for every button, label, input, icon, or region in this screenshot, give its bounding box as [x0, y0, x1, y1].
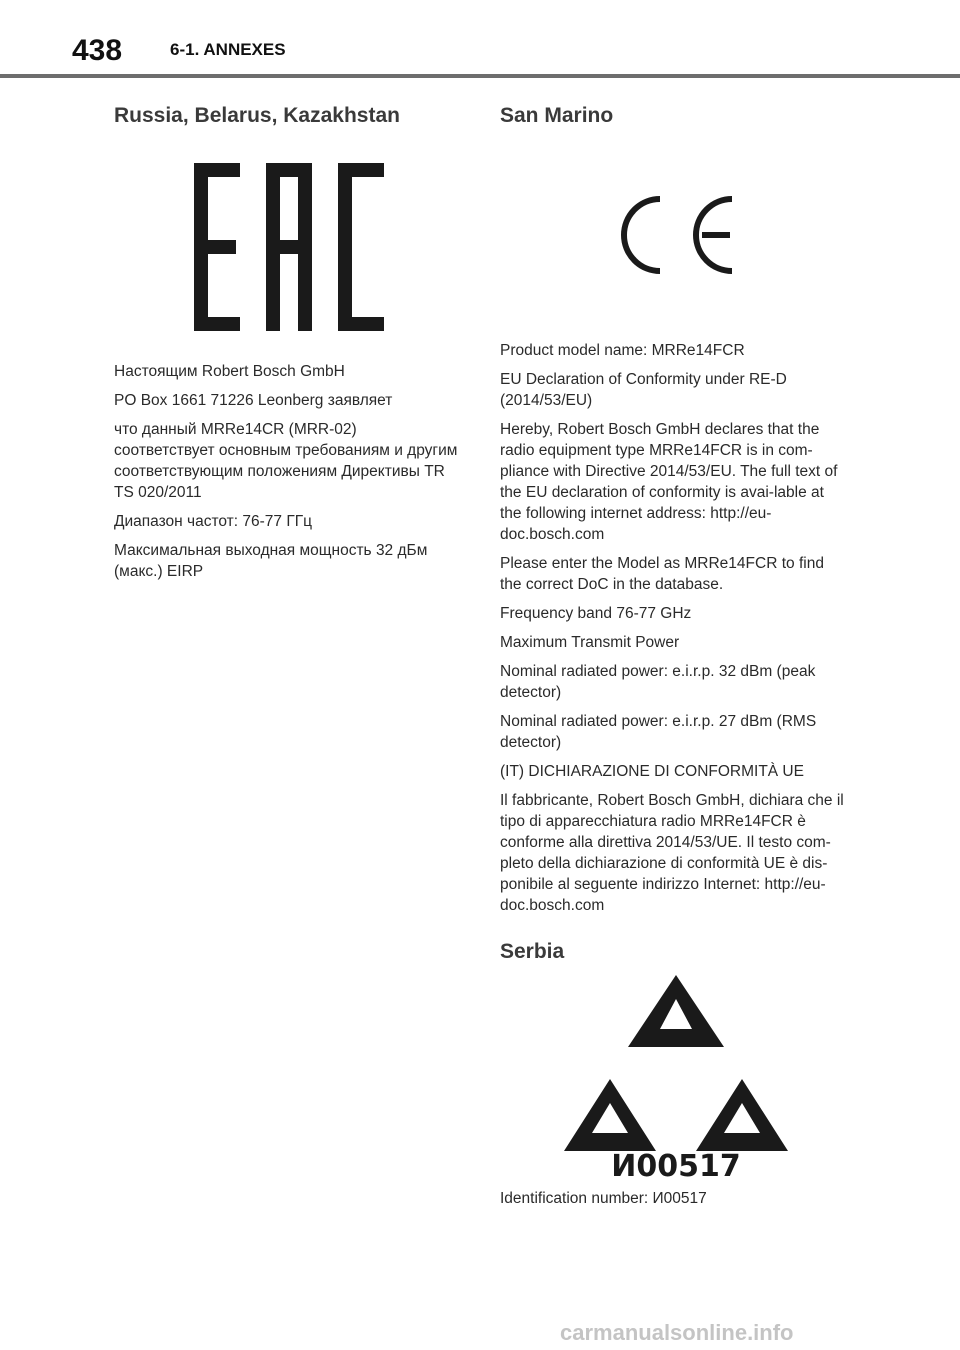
section-title-san-marino: San Marino: [500, 104, 614, 127]
paragraph: Максимальная выходная мощность 32 дБм (макс.) EIRP: [114, 542, 428, 580]
serbia-aa-logo: [564, 975, 788, 1179]
identification-number: Identification number: И00517: [500, 1190, 707, 1207]
header-divider: [0, 74, 960, 78]
section-title-russia: Russia, Belarus, Kazakhstan: [114, 104, 400, 127]
left-column: [114, 102, 459, 590]
eac-mark-icon: [194, 163, 384, 331]
paragraph: EU Declaration of Conformity under RE-D (2014/53/EU): [500, 371, 787, 409]
page-number: 438: [72, 34, 123, 67]
paragraph: что данный MRRe14CR (MRR-02) соответствует основным требованиям и другим соответствующим положениям Директивы TR TS 020/2011: [114, 421, 458, 501]
paragraph: PO Box 1661 71226 Leonberg заявляет: [114, 392, 393, 409]
paragraph: Настоящим Robert Bosch GmbH: [114, 363, 345, 380]
san-marino-declaration: [500, 340, 845, 916]
aa-triangle-mark-icon: [564, 975, 788, 1179]
section-label: 6-1. ANNEXES: [170, 40, 286, 59]
paragraph: Диапазон частот: 76-77 ГГц: [114, 513, 313, 530]
russia-declaration: [114, 361, 459, 582]
paragraph: Nominal radiated power: e.i.r.p. 27 dBm (RMS detector): [500, 713, 817, 751]
ce-logo: [618, 190, 734, 280]
watermark: carmanualsonline.info: [560, 1320, 794, 1345]
paragraph: Il fabbricante, Robert Bosch GmbH, dichiara che il tipo di apparecchiatura radio MRRe14FCR è conforme alla direttiva 2014/53/UE. Il testo com-pleto della dichiarazione di conformità UE è dis-ponibile al seguente indirizzo Internet: http://eu-doc.bosch.com: [500, 792, 844, 914]
paragraph: Frequency band 76-77 GHz: [500, 605, 692, 622]
page-header: [0, 0, 960, 78]
eac-logo: [194, 163, 384, 331]
paragraph: Nominal radiated power: e.i.r.p. 32 dBm (peak detector): [500, 663, 816, 701]
paragraph: (IT) DICHIARAZIONE DI CONFORMITÀ UE: [500, 763, 804, 780]
paragraph: Product model name: MRRe14FCR: [500, 342, 745, 359]
aa-logo-code: И00517: [611, 1149, 741, 1179]
paragraph: Please enter the Model as MRRe14FCR to find the correct DoC in the database.: [500, 555, 824, 593]
right-column: [500, 102, 845, 1217]
paragraph: Maximum Transmit Power: [500, 634, 680, 651]
ce-mark-icon: [618, 190, 734, 280]
paragraph: Hereby, Robert Bosch GmbH declares that the radio equipment type MRRe14FCR is in com-pliance with Directive 2014/53/EU. The full text of the EU declaration of conformity is avai-lable at the following internet address: http://eu-doc.bosch.com: [500, 421, 838, 543]
section-title-serbia: Serbia: [500, 940, 565, 963]
